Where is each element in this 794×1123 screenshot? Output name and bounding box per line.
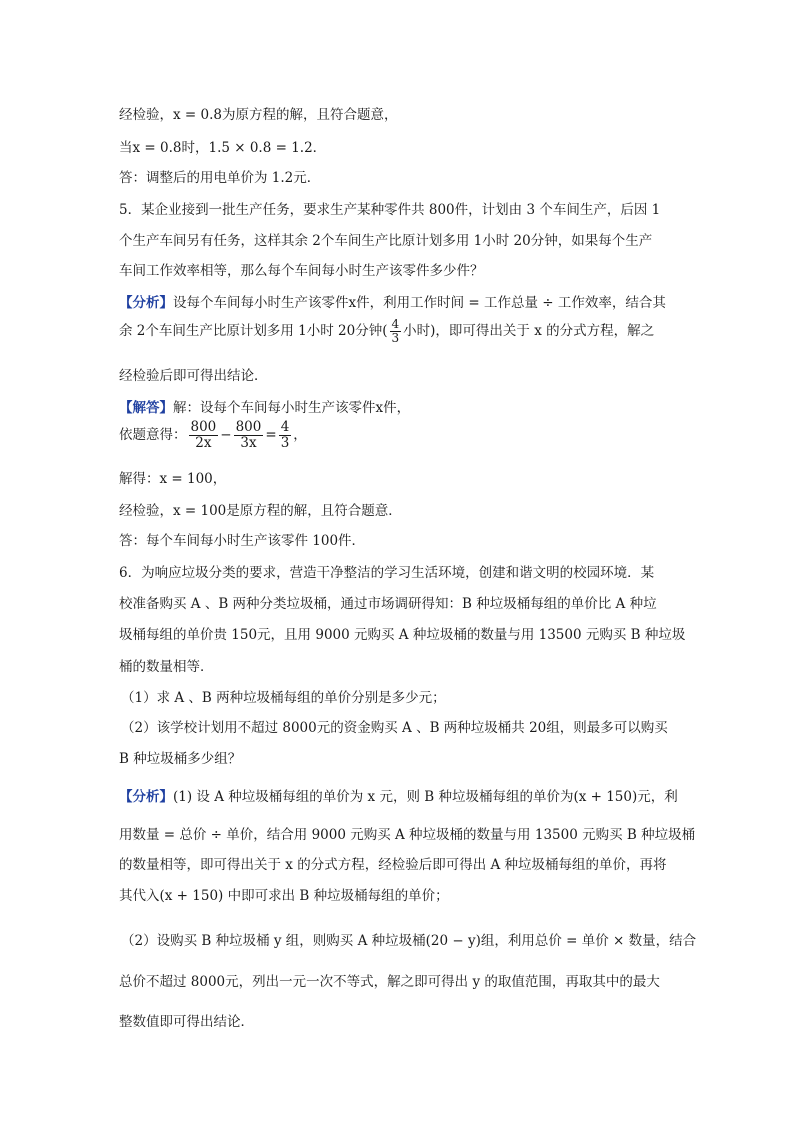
q5-eq-fraction-3 xyxy=(279,420,292,451)
q5-analysis-line-1 xyxy=(119,291,666,311)
q6-analysis-tag: 【分析】 xyxy=(119,789,173,805)
q6-analysis-line-1 xyxy=(119,785,678,805)
fraction-numerator: 4 xyxy=(391,317,400,331)
q5-eq-prefix: 依题意得： xyxy=(119,426,187,443)
q6-analysis-line-2: 用数量 = 总价 ÷ 单价，结合用 9000 元购买 A 种垃圾桶的数量与用 13500 元购买 B 种垃圾桶 xyxy=(119,827,696,843)
q5-solved-line: 解得：x = 100， xyxy=(119,471,227,487)
q5-solution-line-1 xyxy=(119,396,410,416)
q5-analysis-line-2 xyxy=(119,318,654,345)
q5-analysis-tag: 【分析】 xyxy=(119,295,173,311)
fraction-denominator: 3 xyxy=(391,331,400,346)
q6-analysis-line-3: 的数量相等，即可得出关于 x 的分式方程，经检验后即可得出 A 种垃圾桶每组的单价，再将 xyxy=(119,857,667,873)
q5-problem-line-2: 个生产车间另有任务，这样其余 2个车间生产比原计划多用 1小时 20分钟，如果每个生产 xyxy=(119,233,653,249)
q6-subquestion-1: （1）求 A 、B 两种垃圾桶每组的单价分别是多少元； xyxy=(121,690,446,706)
q5-problem-line-1: 5．某企业接到一批生产任务，要求生产某种零件共 800件，计划由 3 个车间生产，后因 1 xyxy=(119,202,661,218)
q6-analysis-text-1: (1) 设 A 种垃圾桶每组的单价为 x 元，则 B 种垃圾桶每组的单价为(x + 150)元，利 xyxy=(173,789,678,805)
q5-eq-equals: = xyxy=(265,426,277,443)
fraction-denominator: 2x xyxy=(195,434,212,451)
q5-eq-minus: − xyxy=(220,426,232,443)
q6-problem-line-4: 桶的数量相等． xyxy=(119,659,214,675)
fraction-denominator: 3 xyxy=(280,434,290,451)
q5-eq-suffix: ， xyxy=(293,426,307,443)
fraction-denominator: 3x xyxy=(240,434,257,451)
prev-check-line: 经检验，x = 0.8为原方程的解，且符合题意， xyxy=(119,107,398,123)
q5-problem-line-3: 车间工作效率相等，那么每个车间每小时生产该零件多少件？ xyxy=(119,263,484,279)
q6-subquestion-2-line-2: B 种垃圾桶多少组？ xyxy=(119,751,242,767)
q6-problem-line-3: 圾桶每组的单价贵 150元，且用 9000 元购买 A 种垃圾桶的数量与用 13500 元购买 B 种垃圾 xyxy=(119,627,686,643)
fraction-numerator: 800 xyxy=(235,419,262,435)
q6-problem-line-1: 6．为响应垃圾分类的要求，营造干净整洁的学习生活环境，创建和谐文明的校园环境．某 xyxy=(119,565,655,581)
fraction-numerator: 4 xyxy=(280,419,290,435)
q5-analysis-text-2b: 小时)，即可得出关于 x 的分式方程，解之 xyxy=(403,323,655,340)
q6-analysis-line-5: （2）设购买 B 种垃圾桶 y 组，则购买 A 种垃圾桶(20 − y)组，利用总价 = 单价 × 数量，结合 xyxy=(121,933,697,949)
fraction-numerator: 800 xyxy=(190,419,217,435)
q5-analysis-text-2a: 余 2个车间生产比原计划多用 1小时 20分钟( xyxy=(119,323,388,340)
q6-analysis-line-4: 其代入(x + 150) 中即可求出 B 种垃圾桶每组的单价； xyxy=(119,888,449,904)
prev-when-line: 当x = 0.8时，1.5 × 0.8 = 1.2． xyxy=(119,140,327,156)
q5-analysis-line-3: 经检验后即可得出结论． xyxy=(119,368,268,384)
q5-eq-fraction-2 xyxy=(234,420,264,451)
q6-problem-line-2: 校准备购买 A 、B 两种分类垃圾桶，通过市场调研得知：B 种垃圾桶每组的单价比 A 种垃 xyxy=(119,596,657,612)
q6-analysis-line-7: 整数值即可得出结论． xyxy=(119,1014,254,1030)
q5-equation-line xyxy=(119,420,307,451)
q5-solution-tag: 【解答】 xyxy=(119,400,173,416)
q5-eq-fraction-1 xyxy=(189,420,219,451)
q5-analysis-text-1: 设每个车间每小时生产该零件x件，利用工作时间 = 工作总量 ÷ 工作效率，结合其 xyxy=(173,295,666,311)
q5-analysis-fraction xyxy=(390,318,402,345)
q5-answer-line: 答：每个车间每小时生产该零件 100件． xyxy=(119,533,366,549)
q6-analysis-line-6: 总价不超过 8000元，列出一元一次不等式，解之即可得出 y 的取值范围，再取其中的最大 xyxy=(119,974,660,990)
q6-subquestion-2-line-1: （2）该学校计划用不超过 8000元的资金购买 A 、B 两种垃圾桶共 20组，则最多可以购买 xyxy=(121,720,668,736)
prev-answer-line: 答：调整后的用电单价为 1.2元． xyxy=(119,170,321,186)
q5-solution-text-1: 解：设每个车间每小时生产该零件x件， xyxy=(173,400,411,416)
q5-check-line: 经检验，x = 100是原方程的解，且符合题意． xyxy=(119,503,402,519)
